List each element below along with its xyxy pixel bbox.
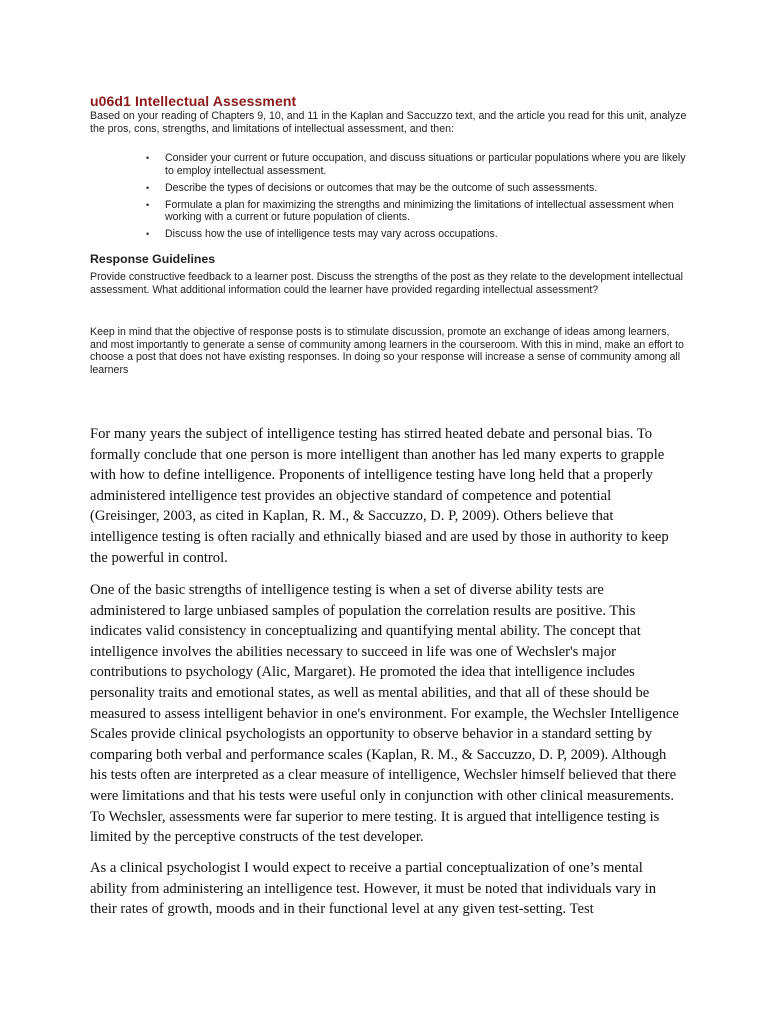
bullet-icon: • [146,182,150,193]
bullet-text: Formulate a plan for maximizing the strengths and minimizing the limitations of intellectual assessment when working with a current or future population of clients. [165,198,674,223]
guidelines-paragraph: Keep in mind that the objective of response posts is to stimulate discussion, promote an exchange of ideas among learners, and most importantly to generate a sense of community among learners in the courseroom. With this in mind, make an effort to choose a post that does not have existing responses. In doing so your response will increase a sense of community among all learners [90,326,684,376]
bullet-item [146,152,686,177]
bullet-text: Consider your current or future occupation, and discuss situations or particular populations where you are likely to employ intellectual assessment. [165,152,686,177]
assignment-title: u06d1 Intellectual Assessment [90,93,297,109]
bullet-icon: • [146,229,150,239]
assignment-intro: Based on your reading of Chapters 9, 10, and 11 in the Kaplan and Saccuzzo text, and the article you read for this unit, analyze the pros, cons, strengths, and limitations of intellectual assessment, and then: [90,110,687,135]
guidelines-paragraph: Provide constructive feedback to a learner post. Discuss the strengths of the post as they relate to the development intellectual assessment. What additional information could the learner have provided regarding intellectual assessment? [90,271,683,296]
bullet-icon: • [146,199,150,210]
essay-paragraph: One of the basic strengths of intelligence testing is when a set of diverse ability tests are administered to large unbiased samples of population the correlation results are positive. This indicates valid consistency in conceptualizing and quantifying mental ability. The concept that intelligence involves the abilities necessary to succeed in life was one of Wechsler's major contributions to psychology (Alic, Margaret). He promoted the idea that intelligence includes personality traits and emotional states, as well as mental abilities, and that all of these should be measured to assess intelligent behavior in one's environment. For example, the Wechsler Intelligence Scales provide clinical psychologists an opportunity to observe behavior in a standard setting by comparing both verbal and performance scales (Kaplan, R. M., & Saccuzzo, D. P, 2009). Although his tests often are interpreted as a clear measure of intelligence, Wechsler himself believed that there were limitations and that his tests were useful only in conjunction with other clinical measurements. To Wechsler, assessments were far superior to mere testing. It is argued that intelligence testing is limited by the perceptive constructs of the test developer. [90,582,679,846]
essay-paragraph: For many years the subject of intelligence testing has stirred heated debate and personal bias. To formally conclude that one person is more intelligent than another has led many experts to grapple with how to define intelligence. Proponents of intelligence testing have long held that a properly administered intelligence test provides an objective standard of competence and potential (Greisinger, 2003, as cited in Kaplan, R. M., & Saccuzzo, D. P, 2009). Others believe that intelligence testing is often racially and ethnically biased and are used by those in authority to keep the powerful in control. [90,426,669,566]
bullet-item [146,182,686,195]
bullet-icon: • [146,153,150,163]
assignment-bullet-list [146,152,686,245]
essay-paragraph: As a clinical psychologist I would expect to receive a partial conceptualization of one’s mental ability from administering an intelligence test. However, it must be noted that individuals vary in their rates of growth, moods and in their functional level at any given test-setting. Test [90,860,657,918]
bullet-item [146,228,686,241]
bullet-text: Discuss how the use of intelligence tests may vary across occupations. [165,228,498,240]
response-guidelines-heading: Response Guidelines [90,252,216,266]
bullet-item [146,199,686,224]
bullet-text: Describe the types of decisions or outcomes that may be the outcome of such assessments. [165,181,598,194]
